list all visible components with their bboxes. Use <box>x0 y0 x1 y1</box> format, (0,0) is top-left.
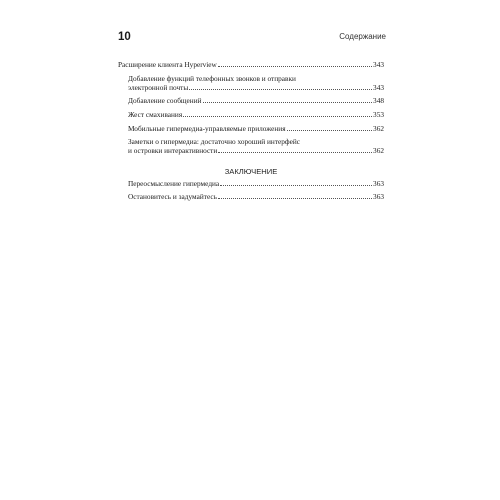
toc-entry-title-line1: Заметки о гипермедиа: достаточно хороший интерфейс <box>128 137 301 146</box>
toc-entry <box>118 60 384 69</box>
toc-entry-page: 353 <box>373 110 384 119</box>
toc-leader-dots <box>287 130 372 131</box>
toc-leader-dots <box>189 89 372 90</box>
toc-entry-page: 343 <box>373 60 384 69</box>
page-header <box>118 30 386 46</box>
toc-entry <box>128 192 384 201</box>
toc-leader-dots <box>220 185 372 186</box>
toc-entry <box>128 179 384 188</box>
toc-entry-title: Добавление сообщений <box>128 96 202 105</box>
toc-entry-title: Расширение клиента Hyperview <box>118 60 217 69</box>
toc-entry <box>128 124 384 133</box>
toc-entry-page: 362 <box>373 146 384 155</box>
toc-entry-title: Жест смахивания <box>128 110 183 119</box>
toc-entry <box>128 110 384 119</box>
toc-entry-page: 363 <box>373 192 384 201</box>
conclusion-heading: ЗАКЛЮЧЕНИЕ <box>224 167 278 176</box>
toc-leader-dots <box>218 152 372 153</box>
toc-entry-title: Мобильные гипермедиа-управляемые приложения <box>128 124 286 133</box>
toc-leader-dots <box>203 102 373 103</box>
toc-entry-title: Остановитесь и задумайтесь <box>128 192 217 201</box>
toc-entry-page: 348 <box>373 96 384 105</box>
toc-entry-page: 343 <box>373 83 384 92</box>
page-number: 10 <box>118 31 131 43</box>
running-head: Содержание <box>339 32 386 41</box>
toc-entry-title: Переосмысление гипермедиа <box>128 179 220 188</box>
toc-entry-page: 363 <box>373 179 384 188</box>
toc-leader-dots <box>218 66 372 67</box>
toc-entry <box>128 74 384 92</box>
toc-leader-dots <box>218 198 372 199</box>
toc-entry-title-line1: Добавление функций телефонных звонков и отправки <box>128 74 296 83</box>
toc-entry <box>128 96 384 105</box>
toc-entry-page: 362 <box>373 124 384 133</box>
toc-entry-title-line2: и островки интерактивности <box>128 146 218 155</box>
toc-leader-dots <box>183 116 372 117</box>
toc-entry <box>128 137 384 155</box>
toc-entry-title-line2: электронной почты <box>128 83 189 92</box>
